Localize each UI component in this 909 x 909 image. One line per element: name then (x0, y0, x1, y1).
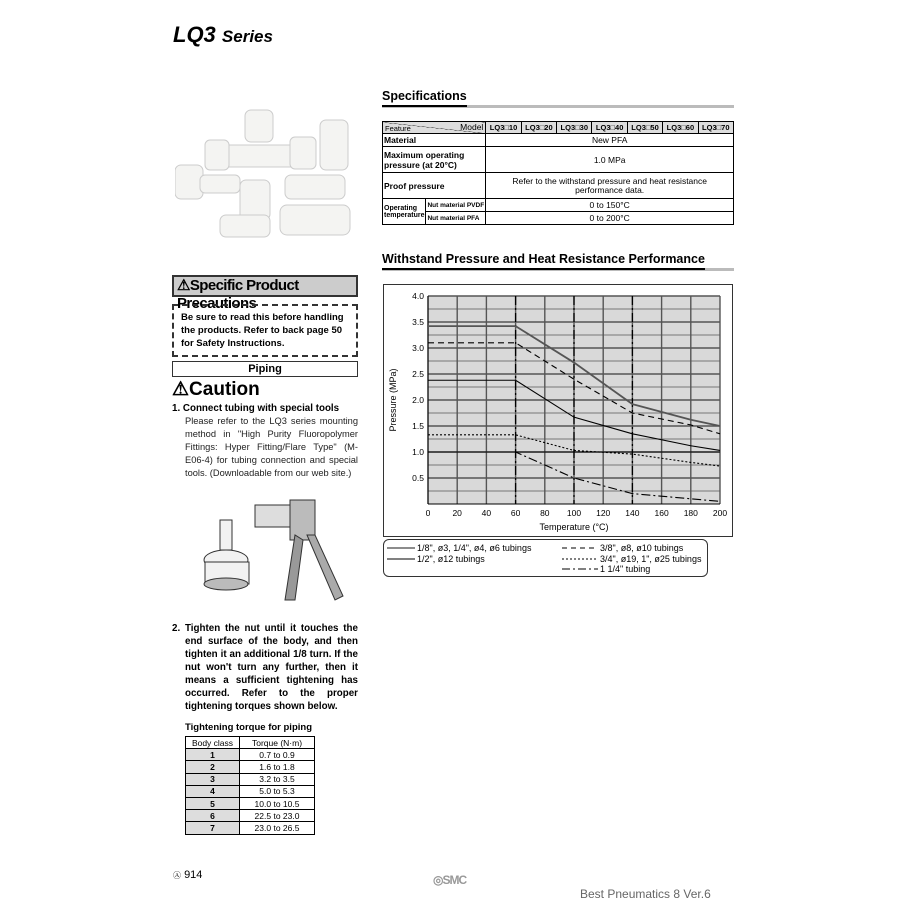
legend-label: 1 1/4" tubing (600, 564, 651, 574)
spec-row (383, 173, 734, 199)
caution-text: Caution (189, 379, 260, 400)
precautions-title: ⚠Specific Product Precautions (172, 275, 358, 297)
torque-row (186, 797, 315, 809)
model-col: LQ3□60 (663, 122, 698, 134)
operating-temp-label: Operating temperature (383, 199, 426, 225)
spec-feature: Material (383, 134, 486, 147)
chart-title: Withstand Pressure and Heat Resistance Performance (382, 252, 705, 270)
header-torque: Torque (N·m) (240, 737, 315, 749)
torque-value: 22.5 to 23.0 (240, 810, 315, 822)
specifications-heading (382, 89, 734, 108)
page-number-text: 914 (184, 869, 203, 881)
legend-item (387, 554, 485, 564)
series-name: LQ3 (173, 22, 216, 47)
page-title (173, 22, 273, 48)
chart-heading (382, 252, 734, 271)
pressure-chart (383, 284, 733, 537)
x-tick-label: 180 (683, 508, 698, 518)
instruction-1 (172, 402, 358, 480)
x-tick-label: 80 (540, 508, 550, 518)
instruction-2-text: 2. Tighten the nut until it touches the end surface of the body, and then tighten it an additional 1/8 turn. If the nut won't turn any further, then it means a sufficient tightening has occurred. Refer to the proper tightening torques shown below. (172, 623, 358, 712)
spec-sub: Nut material PVDF (426, 199, 486, 212)
series-suffix: Series (221, 27, 273, 46)
torque-value: 1.6 to 1.8 (240, 761, 315, 773)
x-tick-label: 140 (625, 508, 640, 518)
x-tick-label: 120 (596, 508, 611, 518)
legend-label: 1/8", ø3, 1/4", ø4, ø6 tubings (417, 543, 532, 553)
specifications-table (382, 121, 734, 225)
torque-row (186, 810, 315, 822)
legend-label: 3/4", ø19, 1", ø25 tubings (600, 554, 702, 564)
torque-row (186, 749, 315, 761)
legend-item (387, 543, 531, 553)
smc-logo-icon: ◎ (433, 873, 443, 887)
chart-legend (383, 539, 708, 577)
x-tick-label: 0 (425, 508, 431, 518)
precautions-title-text: Specific Product Precautions (177, 277, 299, 312)
torque-row (186, 822, 315, 834)
instruction-1-body: Please refer to the LQ3 series mounting method in "High Purity Fluoropolymer Fittings: Hyper Fitting/Flare Type" (M-E06-4) for tubing connection and special tools. (Downloadable from our web site.) (185, 416, 358, 478)
piping-heading: Piping (172, 361, 358, 377)
torque-table-title: Tightening torque for piping (185, 722, 312, 733)
legend-item (562, 564, 650, 574)
y-axis-label: Pressure (MPa) (388, 368, 398, 432)
spec-feature: Proof pressure (383, 173, 486, 199)
smc-logo-text: SMC (442, 873, 467, 887)
spec-row (383, 134, 734, 147)
model-col: LQ3□30 (557, 122, 592, 134)
feature-label: Feature (385, 124, 411, 133)
instruction-2 (172, 622, 358, 713)
torque-row (186, 761, 315, 773)
x-tick-label: 20 (452, 508, 462, 518)
caution-heading (172, 378, 260, 401)
spec-feature: Maximum operating pressure (at 20°C) (383, 147, 486, 173)
y-tick-label: 1.5 (412, 421, 424, 431)
torque-table (185, 736, 315, 835)
safety-note: Be sure to read this before handling the products. Refer to back page 50 for Safety Instructions. (172, 304, 358, 357)
spec-value: 0 to 200°C (486, 212, 734, 225)
model-label: Model (460, 122, 484, 132)
torque-value: 3.2 to 3.5 (240, 773, 315, 785)
smc-logo (433, 873, 466, 887)
spec-row (383, 212, 734, 225)
y-tick-label: 4.0 (412, 291, 424, 301)
y-tick-label: 2.0 (412, 395, 424, 405)
tool-illustration (195, 490, 365, 610)
y-tick-label: 2.5 (412, 369, 424, 379)
spec-value: New PFA (486, 134, 734, 147)
x-axis-label: Temperature (°C) (539, 522, 609, 532)
spec-sub: Nut material PFA (426, 212, 486, 225)
instruction-1-heading: 1. Connect tubing with special tools (172, 403, 340, 414)
y-tick-label: 1.0 (412, 447, 424, 457)
y-tick-label: 3.5 (412, 317, 424, 327)
x-tick-label: 40 (481, 508, 492, 518)
legend-label: 3/8", ø8, ø10 tubings (600, 543, 684, 553)
model-col: LQ3□20 (521, 122, 556, 134)
y-tick-label: 3.0 (412, 343, 424, 353)
page-number (173, 869, 202, 881)
legend-label: 1/2", ø12 tubings (417, 554, 485, 564)
product-photo (175, 105, 355, 255)
specifications-title: Specifications (382, 89, 467, 107)
x-tick-label: 160 (654, 508, 669, 518)
feature-model-header (383, 122, 486, 134)
torque-value: 5.0 to 5.3 (240, 785, 315, 797)
y-tick-label: 0.5 (412, 473, 424, 483)
model-col: LQ3□50 (627, 122, 662, 134)
spec-row (383, 147, 734, 173)
legend-item (562, 554, 701, 564)
x-tick-label: 200 (712, 508, 728, 518)
warning-icon: ⚠ (172, 379, 190, 400)
body-class: 5 (186, 797, 240, 809)
body-class: 3 (186, 773, 240, 785)
torque-value: 10.0 to 10.5 (240, 797, 315, 809)
body-class: 6 (186, 810, 240, 822)
legend-item (562, 543, 683, 553)
publication-name: Best Pneumatics 8 Ver.6 (580, 887, 711, 901)
spec-value: Refer to the withstand pressure and heat resistance performance data. (486, 173, 734, 199)
torque-row (186, 785, 315, 797)
page-mark: Ⓐ (173, 871, 181, 880)
body-class: 2 (186, 761, 240, 773)
x-tick-label: 60 (510, 508, 521, 518)
torque-value: 0.7 to 0.9 (240, 749, 315, 761)
model-col: LQ3□40 (592, 122, 627, 134)
model-col: LQ3□10 (486, 122, 521, 134)
body-class: 1 (186, 749, 240, 761)
spec-value: 1.0 MPa (486, 147, 734, 173)
spec-value: 0 to 150°C (486, 199, 734, 212)
torque-value: 23.0 to 26.5 (240, 822, 315, 834)
torque-row (186, 773, 315, 785)
spec-row (383, 199, 734, 212)
header-body-class: Body class (186, 737, 240, 749)
x-tick-label: 100 (566, 508, 582, 518)
body-class: 7 (186, 822, 240, 834)
body-class: 4 (186, 785, 240, 797)
model-col: LQ3□70 (698, 122, 733, 134)
